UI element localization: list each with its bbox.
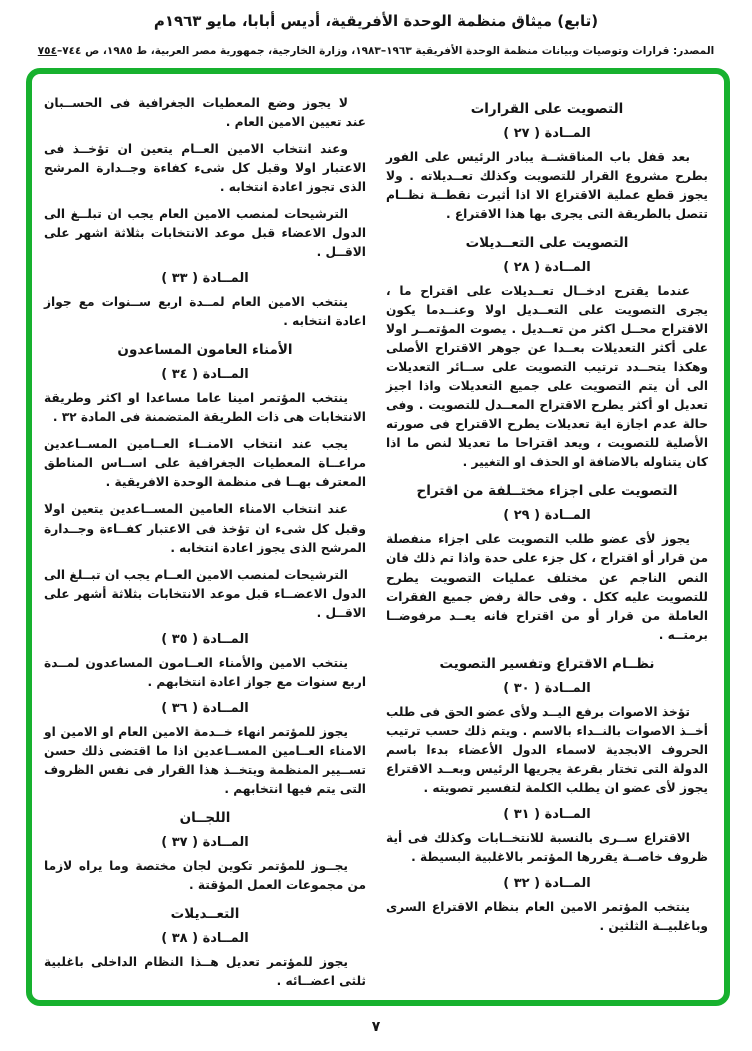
- paragraph: يجــوز للمؤتمر تكوين لجان مختصة وما يراه لازما من مجموعات العمل المؤقتة .: [44, 858, 366, 892]
- article-heading: المــادة ( ٣٤ ): [161, 367, 249, 383]
- paragraph: بعد قفل باب المناقشــة يبادر الرئيس على الفور بطرح مشروع القرار للتصويت وكذلك تعــديلاته . ولا يجوز قطع عملية الاقتراع الا اذا أثيرت نقطــة نظــام تتصل بالطريقة التى يجرى بها هذا الاقتراع .: [386, 150, 708, 222]
- source-page-range-underlined: ٧٥٤: [37, 45, 57, 57]
- paragraph: ينتخب الامين والأمناء العــامون المساعدون لمــدة اربع سنوات مع جواز اعادة انتخابهم .: [44, 655, 366, 689]
- paragraph: ينتخب الامين العام لمــدة اربع ســنوات مع جواز اعادة انتخابه .: [44, 295, 366, 329]
- paragraph: يجب عند انتخاب الامنــاء العــامين المســاعدين مراعــاة المعطيات الجغرافية على اســاس المناطق المعترف بهــا فى منظمة الوحدة الافريقية .: [44, 437, 366, 490]
- page-title: (تابع) ميثاق منظمة الوحدة الأفريقية، أديس أبابا، مايو ١٩٦٣م: [153, 12, 599, 30]
- paragraph: الترشيحات لمنصب الامين العــام يجب ان تبــلغ الى الدول الاعضــاء قبل موعد الانتخابات بثلاثة أشهر على الاقــل .: [44, 567, 366, 620]
- paragraph: الترشيحات لمنصب الامين العام يجب ان تبلــغ الى الدول الاعضاء قبل موعد الانتخابات بثلاثة اشهر على الاقــل .: [44, 207, 366, 260]
- paragraph: لا يجوز وضع المعطيات الجغرافية فى الحســبان عند تعيين الامين العام .: [44, 96, 366, 130]
- paragraph: يجوز للمؤتمر انهاء خــدمة الامين العام او الامين او الامناء العــامين المســاعدين اذا ما اقتضى ذلك حسن تســيير المنظمة ويتخــذ هذا القرار فى نفس الظروف التى يتم فيها انتخابهم .: [44, 724, 366, 796]
- article-heading: المــادة ( ٣٨ ): [161, 930, 249, 946]
- source-line: [0, 45, 752, 57]
- article-heading: المــادة ( ٢٩ ): [503, 508, 591, 524]
- article-heading: المــادة ( ٣٠ ): [503, 680, 591, 696]
- article-heading: المــادة ( ٢٨ ): [503, 260, 591, 276]
- article-heading: المــادة ( ٣٧ ): [161, 834, 249, 850]
- paragraph: تؤخذ الاصوات برفع اليــد ولأى عضو الحق فى طلب أخــذ الاصوات بالنــداء بالاسم . ويتم ذلك حسب ترتيب الحروف الابجدية لاسماء الدول الأعضاء بدءا باسم الدولة التى تختار بقرعة يجريها الرئيس وبعــد الاقتراع يجوز لأى عضو ان يطلب الكلمة لتفسير تصويته .: [386, 704, 708, 795]
- section-heading: التعــديلات: [170, 905, 240, 922]
- article-heading: المــادة ( ٢٧ ): [503, 126, 591, 141]
- article-heading: المــادة ( ٣٥ ): [161, 631, 249, 647]
- section-heading: التصويت على اجزاء مختــلفة من اقتراح: [416, 483, 678, 500]
- column-left: [44, 90, 366, 990]
- paragraph: يجوز لأى عضو طلب التصويت على اجزاء منفصلة من قرار أو اقتراح ، كل جزء على حدة واذا تم ذلك فان النص الناجم عن مختلف عمليات التصويت يطرح للتصويت عليه ككل . وفى حالة رفض جميع الفقرات العاملة من قرار أو من اقتراح فانه يعــد مرفوضــا برمتــه .: [386, 532, 708, 642]
- section-heading: الأمناء العامون المساعدون: [117, 342, 293, 359]
- paragraph: عند انتخاب الامناء العامين المســاعدين يتعين اولا وقبل كل شىء ان تؤخذ فى الاعتبار كفــاءة وجــدارة المرشح الذى يجوز اعادة انتخابه .: [44, 502, 366, 555]
- article-heading: المــادة ( ٣٦ ): [161, 700, 249, 716]
- section-heading: نظــام الاقتراع وتفسير التصويت: [439, 655, 655, 672]
- page-number: ٧: [371, 1019, 381, 1035]
- document-frame: [26, 68, 730, 1006]
- source-text: المصدر: قرارات وتوصيات وبيانات منظمة الوحدة الأفريقية ١٩٦٣–١٩٨٣، وزارة الخارجية، جمهورية مصر العربية، ط ١٩٨٥، ص ٧٤٤–: [56, 45, 715, 57]
- section-heading: التصويت على القرارات: [470, 101, 624, 117]
- paragraph: عندما يقترح ادخــال تعــديلات على اقتراح ما ، يجرى التصويت على التعــديل اولا وعنــدما يكون الاقتراح محــل اكثر من تعــديل . يصوت المؤتمــر اولا على أكثر التعديلات بعــدا عن جوهر الاقتراح الأصلى وهكذا يتحــدد ترتيب التصويت على ســائر التعديلات الى أن يتم التصويت على جميع التعديلات واذا اجيز تعديل او أكثر يطرح الاقتراح المعــدل للتصويت . وفى حالة عدم اجازة اية تعديلات يطرح الاقتراح فى صورته الأصلية للتصويت ، ويعد اقتراحا ما تعديلا لنص ما اذا كان يتناوله بالاضافة او الحذف او التغيير .: [386, 284, 708, 470]
- article-heading: المــادة ( ٣١ ): [503, 806, 591, 822]
- paragraph: يجوز للمؤتمر تعديل هــذا النظام الداخلى باغلبية ثلثى اعضــائه .: [44, 954, 366, 988]
- paragraph: ينتخب المؤتمر امينا عاما مساعدا او اكثر وطريقة الانتخابات هى ذات الطريقة المتضمنة فى المادة ٣٢ .: [44, 391, 366, 425]
- section-heading: التصويت على التعــديلات: [465, 235, 629, 252]
- paragraph: الاقتراع ســرى بالنسبة للانتخــابات وكذلك فى أية ظروف خاصــة يقررها المؤتمر بالاغلبية البسيطة .: [386, 830, 708, 864]
- paragraph: ينتخب المؤتمر الامين العام بنظام الاقتراع السرى وباغلبيــة الثلثين .: [386, 899, 708, 933]
- column-right: [386, 90, 708, 990]
- article-heading: المــادة ( ٣٢ ): [503, 875, 591, 891]
- paragraph: وعند انتخاب الامين العــام يتعين ان تؤخــذ فى الاعتبار اولا وقبل كل شىء كفاءة وجــدارة المرشح الذى تجوز اعادة انتخابه .: [44, 142, 366, 195]
- article-heading: المــادة ( ٣٣ ): [161, 271, 249, 287]
- section-heading: اللجــان: [179, 809, 231, 826]
